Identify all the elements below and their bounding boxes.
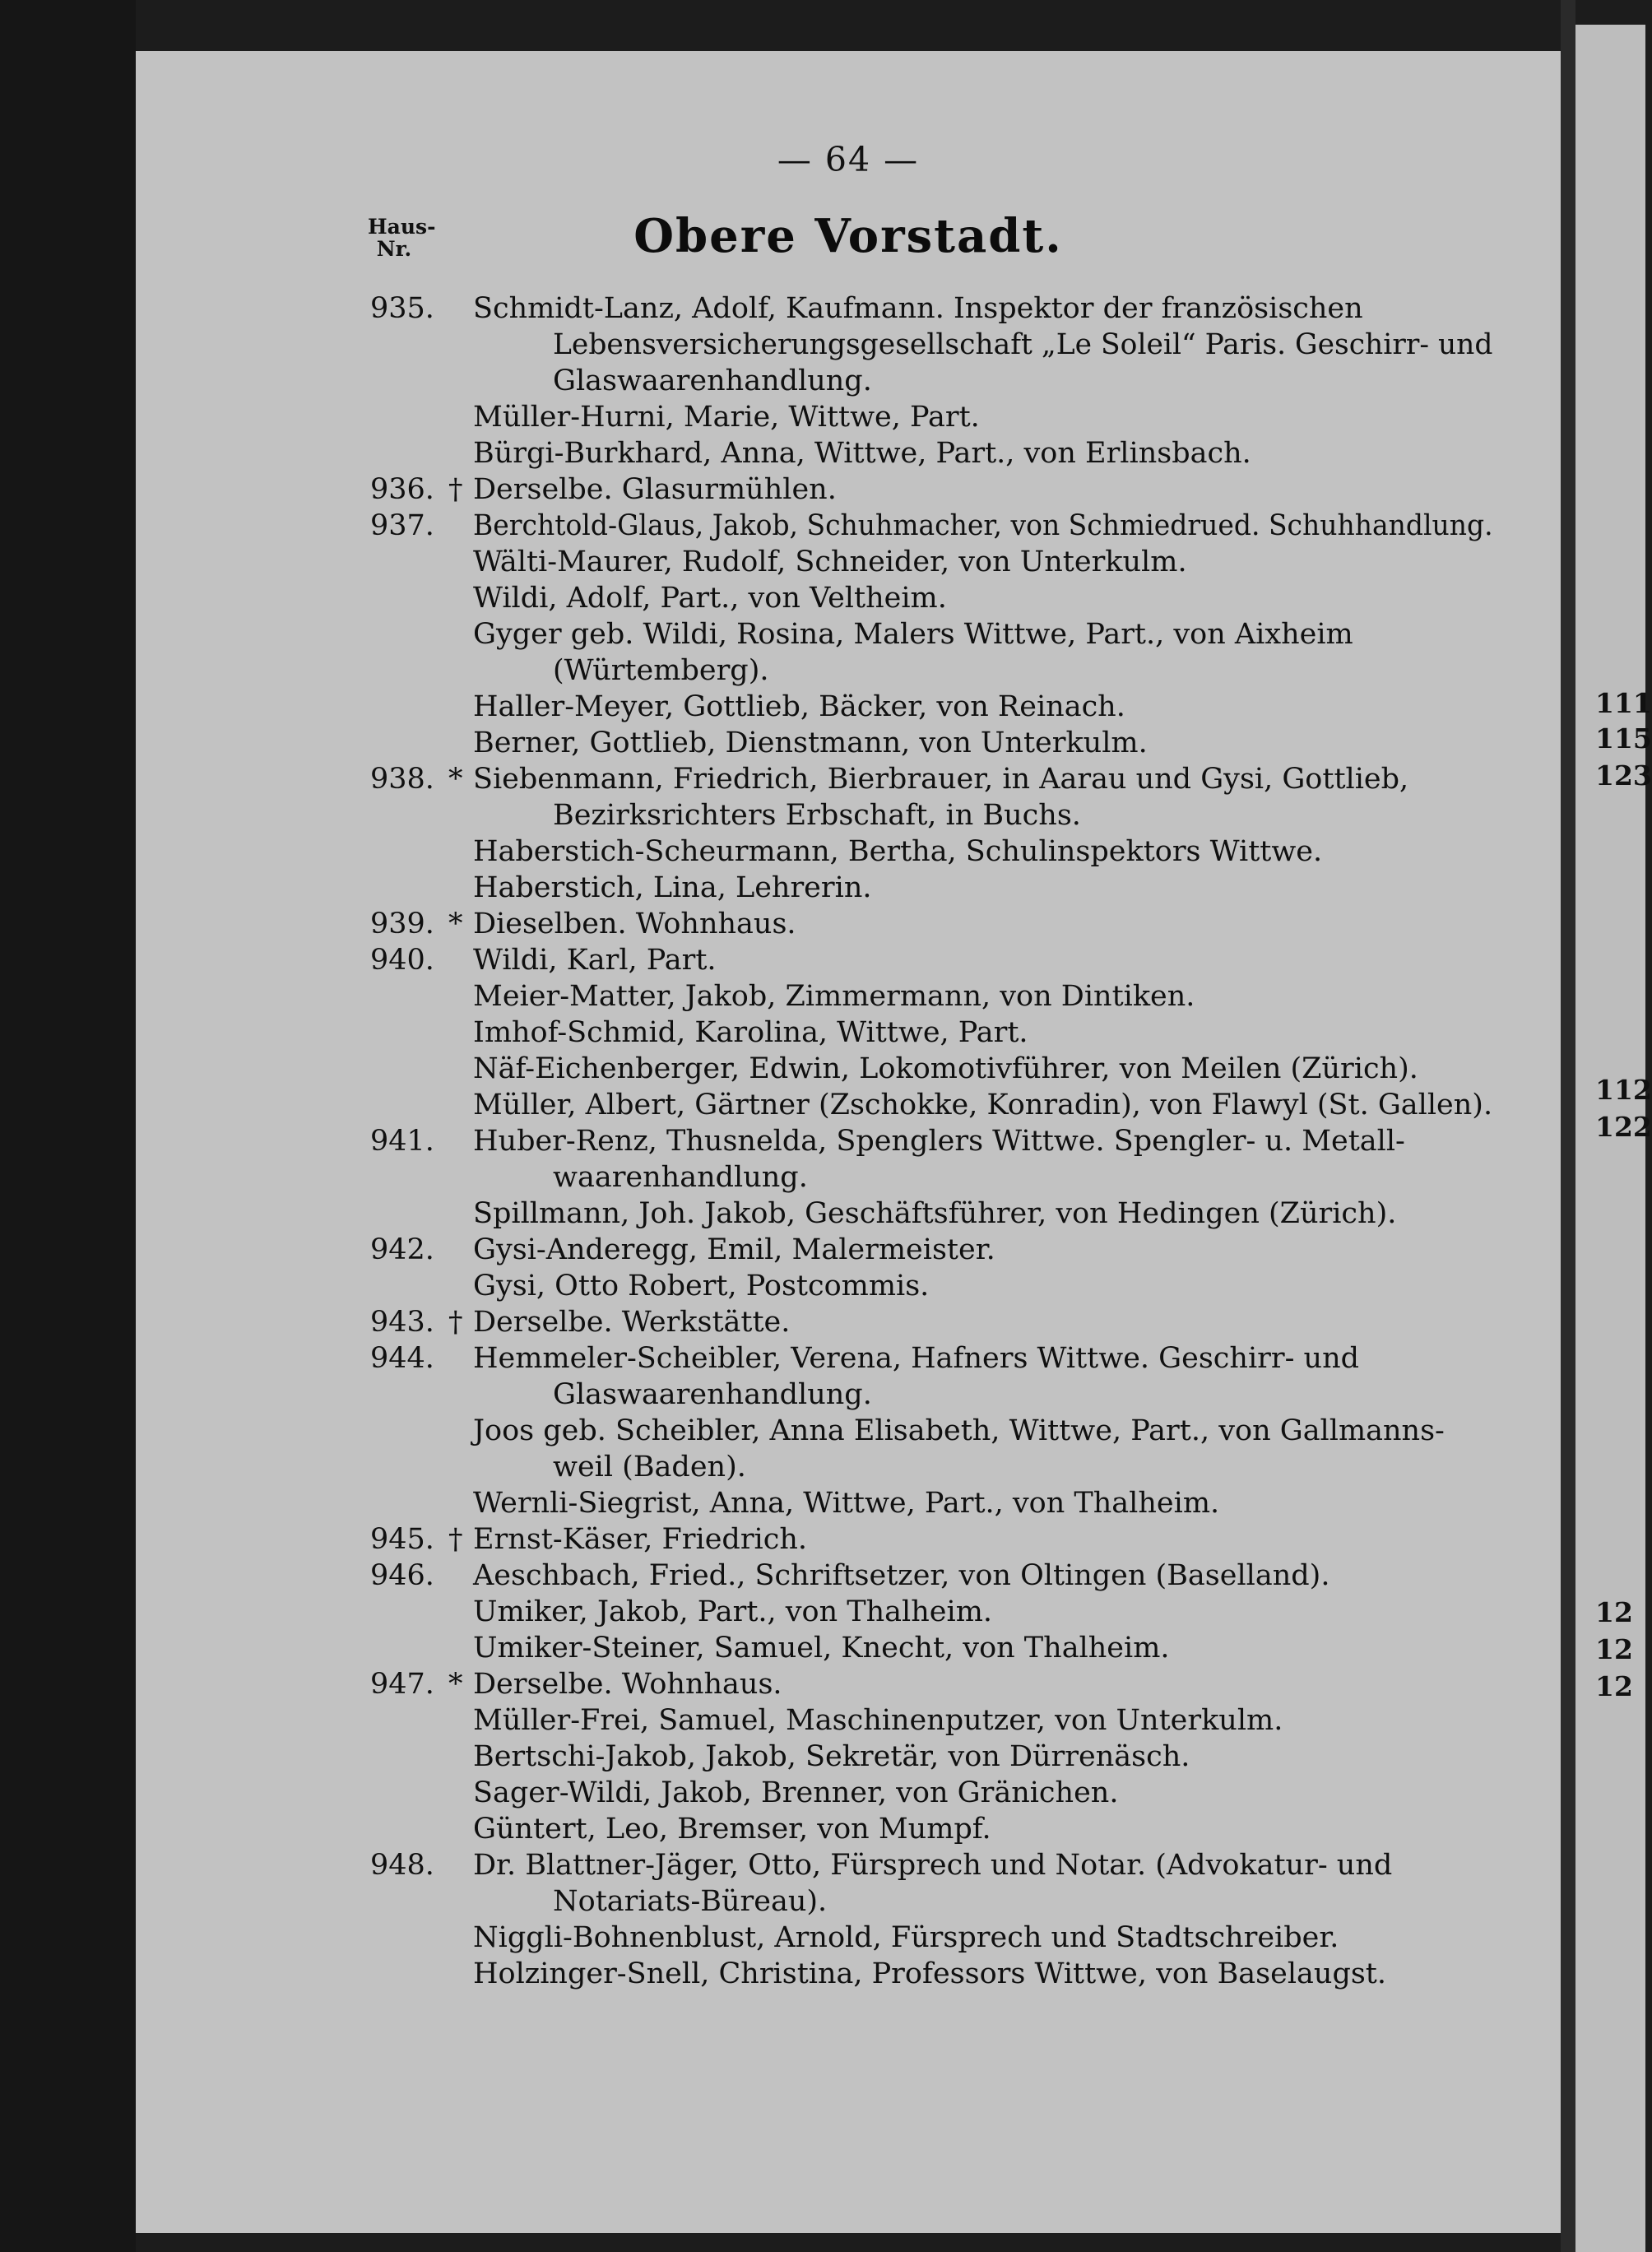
entry-line: Müller, Albert, Gärtner (Zschokke, Konradin), von Flawyl (St. Gallen). [473, 1089, 1493, 1121]
book-gutter [1561, 0, 1575, 2252]
entry-mark: * [448, 908, 463, 940]
house-number: 939. [370, 908, 434, 940]
entry-line: Spillmann, Joh. Jakob, Geschäftsführer, von Hedingen (Zürich). [473, 1197, 1397, 1230]
entry-line: Hemmeler-Scheibler, Verena, Hafners Wittwe. Geschirr- und [473, 1342, 1360, 1375]
entry-line: Sager-Wildi, Jakob, Brenner, von Gränichen. [473, 1776, 1119, 1809]
entry-line: Haberstich, Lina, Lehrerin. [473, 871, 872, 904]
book-page [136, 51, 1561, 2233]
next-page-number: 12 [1595, 1670, 1633, 1702]
entry-line: Dieselben. Wohnhaus. [473, 908, 796, 940]
house-number: 937. [370, 509, 434, 542]
entry-line: Wildi, Adolf, Part., von Veltheim. [473, 582, 947, 615]
entry-line: Güntert, Leo, Bremser, von Mumpf. [473, 1813, 991, 1846]
house-number: 941. [370, 1125, 434, 1158]
entry-line: Aeschbach, Fried., Schriftsetzer, von Oltingen (Baselland). [473, 1559, 1330, 1592]
entry-line: Huber-Renz, Thusnelda, Spenglers Wittwe. Spengler- u. Metall- [473, 1125, 1405, 1158]
entry-line: Notariats-Büreau). [553, 1885, 828, 1918]
entry-line: Wernli-Siegrist, Anna, Wittwe, Part., von Thalheim. [473, 1487, 1220, 1520]
entry-mark: † [448, 1523, 463, 1556]
entry-line: Glaswaarenhandlung. [553, 1378, 872, 1411]
entry-line: Imhof-Schmid, Karolina, Wittwe, Part. [473, 1016, 1028, 1049]
house-number: 945. [370, 1523, 434, 1556]
entry-line: Schmidt-Lanz, Adolf, Kaufmann. Inspektor der französischen [473, 292, 1363, 325]
next-page-edge [1575, 25, 1652, 2252]
house-number: 943. [370, 1306, 434, 1339]
house-number: 944. [370, 1342, 434, 1375]
entry-line: Derselbe. Wohnhaus. [473, 1668, 782, 1701]
entry-line: Glaswaarenhandlung. [553, 364, 872, 397]
entry-mark: * [448, 763, 463, 796]
entry-line: Müller-Hurni, Marie, Wittwe, Part. [473, 401, 980, 434]
entry-line: Müller-Frei, Samuel, Maschinenputzer, von Unterkulm. [473, 1704, 1283, 1737]
haus-label-line-1: Haus- [368, 215, 436, 239]
page-number: — 64 — [777, 140, 920, 179]
entry-line: Wälti-Maurer, Rudolf, Schneider, von Unterkulm. [473, 546, 1187, 578]
house-number: 935. [370, 292, 434, 325]
entry-mark: † [448, 473, 463, 506]
scan-background-left [0, 0, 136, 2252]
entry-line: Haller-Meyer, Gottlieb, Bäcker, von Reinach. [473, 690, 1125, 723]
entry-line: Meier-Matter, Jakob, Zimmermann, von Dintiken. [473, 980, 1195, 1013]
next-page-number: 123 [1595, 759, 1652, 792]
next-page-number: 115 [1595, 722, 1652, 755]
directory-entries [136, 51, 1561, 2233]
house-number: 942. [370, 1233, 434, 1266]
house-number: 936. [370, 473, 434, 506]
next-page-number: 111 [1595, 687, 1652, 719]
entry-mark: † [448, 1306, 463, 1339]
next-page-number: 122 [1595, 1111, 1652, 1143]
entry-line: Bezirksrichters Erbschaft, in Buchs. [553, 799, 1081, 832]
entry-mark: * [448, 1668, 463, 1701]
entry-line: Wildi, Karl, Part. [473, 944, 717, 977]
entry-line: Dr. Blattner-Jäger, Otto, Fürsprech und Notar. (Advokatur- und [473, 1849, 1393, 1882]
section-title: Obere Vorstadt. [633, 209, 1063, 263]
entry-line: waarenhandlung. [553, 1161, 808, 1194]
entry-line: Bürgi-Burkhard, Anna, Wittwe, Part., von Erlinsbach. [473, 437, 1251, 470]
next-page-number: 112 [1595, 1074, 1652, 1106]
entry-line: Haberstich-Scheurmann, Bertha, Schulinspektors Wittwe. [473, 835, 1323, 868]
next-page-number: 12 [1595, 1596, 1633, 1628]
entry-line: Berchtold-Glaus, Jakob, Schuhmacher, von Schmiedrued. Schuhhandlung. [473, 509, 1493, 542]
entry-line: Bertschi-Jakob, Jakob, Sekretär, von Dürrenäsch. [473, 1740, 1190, 1773]
entry-line: Gysi-Anderegg, Emil, Malermeister. [473, 1233, 995, 1266]
entry-line: Gyger geb. Wildi, Rosina, Malers Wittwe, Part., von Aixheim [473, 618, 1353, 651]
entry-line: Gysi, Otto Robert, Postcommis. [473, 1270, 930, 1302]
house-number: 947. [370, 1668, 434, 1701]
entry-line: Umiker, Jakob, Part., von Thalheim. [473, 1595, 993, 1628]
entry-line: Siebenmann, Friedrich, Bierbrauer, in Aarau und Gysi, Gottlieb, [473, 763, 1409, 796]
entry-line: Ernst-Käser, Friedrich. [473, 1523, 808, 1556]
next-page-number: 12 [1595, 1633, 1633, 1665]
entry-line: weil (Baden). [553, 1451, 746, 1484]
entry-line: Lebensversicherungsgesellschaft „Le Soleil“ Paris. Geschirr- und [553, 328, 1493, 361]
entry-line: Berner, Gottlieb, Dienstmann, von Unterkulm. [473, 727, 1148, 759]
entry-line: Derselbe. Glasurmühlen. [473, 473, 837, 506]
entry-line: Niggli-Bohnenblust, Arnold, Fürsprech und Stadtschreiber. [473, 1921, 1339, 1954]
house-number: 946. [370, 1559, 434, 1592]
house-number: 940. [370, 944, 434, 977]
entry-line: Näf-Eichenberger, Edwin, Lokomotivführer, von Meilen (Zürich). [473, 1052, 1418, 1085]
house-number: 938. [370, 763, 434, 796]
entry-line: Umiker-Steiner, Samuel, Knecht, von Thalheim. [473, 1632, 1170, 1665]
entry-line: Derselbe. Werkstätte. [473, 1306, 791, 1339]
haus-label-line-2: Nr. [376, 237, 412, 261]
entry-line: Joos geb. Scheibler, Anna Elisabeth, Wittwe, Part., von Gallmanns- [473, 1414, 1445, 1447]
entry-line: (Würtemberg). [553, 654, 769, 687]
entry-line: Holzinger-Snell, Christina, Professors Wittwe, von Baselaugst. [473, 1957, 1387, 1990]
house-number: 948. [370, 1849, 434, 1882]
